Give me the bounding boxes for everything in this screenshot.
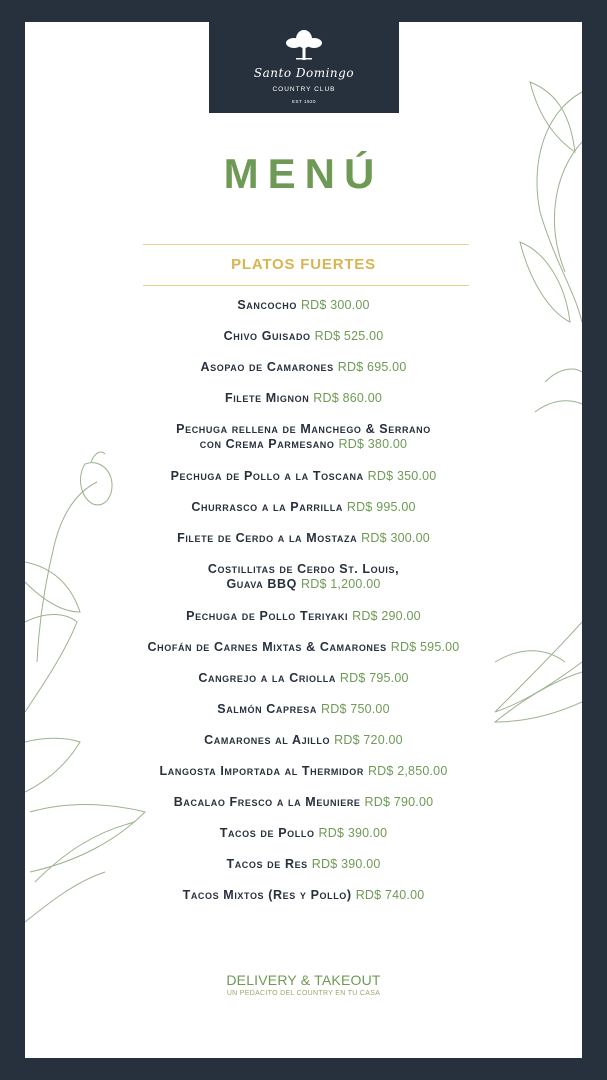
item-price: RD$ 750.00: [321, 702, 390, 716]
item-price: RD$ 740.00: [355, 888, 425, 902]
menu-item: [25, 795, 582, 826]
section-title: PLATOS FUERTES: [231, 256, 376, 273]
club-logo: [209, 22, 399, 113]
section-divider-top: [143, 244, 469, 245]
item-name: Churrasco a la Parrilla: [191, 500, 343, 514]
item-name: Bacalao Fresco a la Meuniere: [173, 795, 361, 809]
menu-item: [25, 733, 582, 764]
logo-script-text: Santo Domingo: [253, 66, 355, 80]
item-name: Pechuga de Pollo a la Toscana: [170, 469, 364, 483]
menu-item: [25, 764, 582, 795]
item-price: RD$ 350.00: [367, 469, 437, 483]
item-price: RD$ 380.00: [338, 437, 408, 451]
menu-item: [25, 329, 582, 360]
item-price: RD$ 390.00: [318, 826, 388, 840]
item-name: Asopao de Camarones: [200, 360, 334, 374]
menu-item: [25, 609, 582, 640]
item-price: RD$ 300.00: [300, 298, 370, 312]
item-name: Tacos de Pollo: [219, 826, 315, 840]
item-name: Pechuga rellena de Manchego & Serrano: [176, 422, 431, 436]
menu-item: [25, 671, 582, 702]
item-price: RD$ 720.00: [334, 733, 403, 747]
item-price: RD$ 525.00: [314, 329, 384, 343]
item-price: RD$ 795.00: [339, 671, 409, 685]
menu-card: [25, 22, 582, 1058]
menu-item: [25, 391, 582, 422]
item-name: Camarones al Ajillo: [204, 733, 331, 747]
menu-items-list: [25, 298, 582, 919]
menu-item: [25, 422, 582, 469]
menu-item: [25, 298, 582, 329]
item-name-line2: con Crema Parmesano: [199, 437, 335, 451]
menu-item: [25, 702, 582, 733]
item-name: Tacos Mixtos (Res y Pollo): [182, 888, 352, 902]
item-name: Sancocho: [237, 298, 297, 312]
item-name: Filete de Cerdo a la Mostaza: [177, 531, 358, 545]
item-name: Chivo Guisado: [223, 329, 311, 343]
item-name: Langosta Importada al Thermidor: [159, 764, 364, 778]
item-price: RD$ 995.00: [346, 500, 416, 514]
item-price: RD$ 860.00: [313, 391, 383, 405]
menu-item: [25, 888, 582, 919]
item-name: Tacos de Res: [226, 857, 308, 871]
tree-icon: [282, 28, 326, 64]
item-name: Cangrejo a la Criolla: [198, 671, 336, 685]
item-price: RD$ 300.00: [361, 531, 430, 545]
item-name: Salmón Capresa: [217, 702, 318, 716]
menu-item: [25, 640, 582, 671]
footer-title: DELIVERY & TAKEOUT: [226, 972, 381, 988]
item-price: RD$ 595.00: [390, 640, 460, 654]
logo-subtitle: COUNTRY CLUB: [272, 86, 336, 93]
item-name: Pechuga de Pollo Teriyaki: [186, 609, 349, 623]
menu-item: [25, 826, 582, 857]
section-divider-bottom: [143, 285, 469, 286]
menu-item: [25, 562, 582, 609]
item-name: Chofán de Carnes Mixtas & Camarones: [147, 640, 387, 654]
item-name: Filete Mignon: [224, 391, 310, 405]
item-price: RD$ 790.00: [364, 795, 434, 809]
menu-item: [25, 531, 582, 562]
item-price: RD$ 2,850.00: [367, 764, 448, 778]
item-price: RD$ 390.00: [311, 857, 381, 871]
item-name-line2: Guava BBQ: [226, 577, 297, 591]
footer-subtitle: UN PEDACITO DEL COUNTRY EN TU CASA: [226, 990, 381, 997]
menu-title: MENÚ: [223, 150, 384, 197]
menu-item: [25, 500, 582, 531]
item-price: RD$ 695.00: [337, 360, 407, 374]
item-name: Costillitas de Cerdo St. Louis,: [207, 562, 400, 576]
menu-item: [25, 469, 582, 500]
menu-item: [25, 360, 582, 391]
item-price: RD$ 1,200.00: [301, 577, 381, 591]
item-price: RD$ 290.00: [352, 609, 421, 623]
menu-item: [25, 857, 582, 888]
logo-established: EST 1920: [292, 99, 316, 104]
